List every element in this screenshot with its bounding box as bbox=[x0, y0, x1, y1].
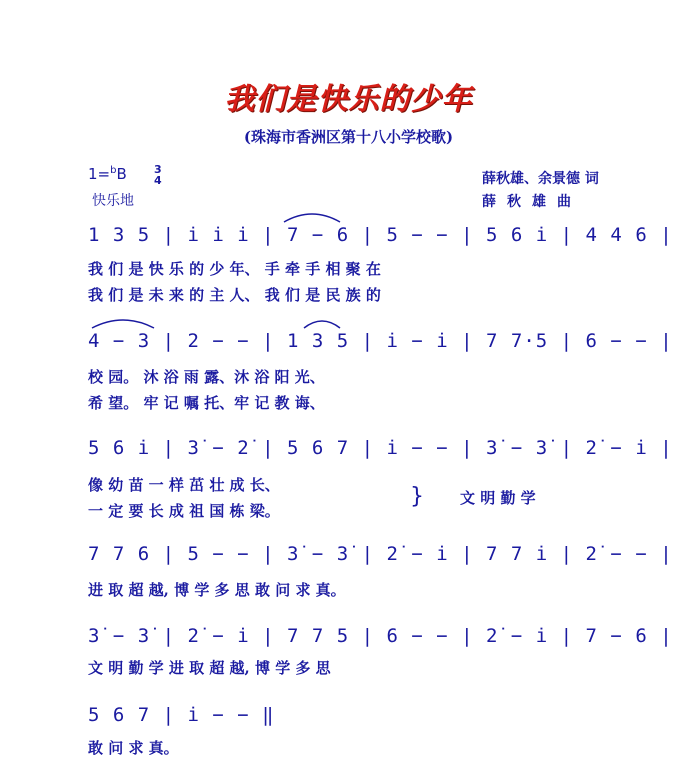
notation-line-2: 4 − 3 | 2 − − | 1 3 5 | i̇ − i̇ | 7 7·5 | 6 − − | bbox=[88, 330, 673, 352]
lyric-line-1-verse-1: 我 们 是 快 乐 的 少 年、 手 牵 手 相 聚 在 bbox=[88, 260, 381, 278]
song-title: 我们是快乐的少年 bbox=[224, 82, 473, 117]
time-top: 3 bbox=[154, 163, 162, 176]
notation-line-6: 5 6 7 | i̇ − − ‖ bbox=[88, 704, 275, 726]
tempo-marking: 快乐地 bbox=[92, 193, 134, 209]
repeat-brace: } bbox=[410, 484, 424, 509]
lyric-line-6: 敢 问 求 真。 bbox=[88, 739, 179, 757]
key-signature bbox=[88, 165, 127, 183]
notation-line-5: 3̇ − 3̇ | 2̇ − i̇ | 7 7 5 | 6 − − | 2̇ − i̇ | 7 − 6 | bbox=[88, 625, 673, 647]
notation-line-1: 1 3 5 | i̇ i̇ i̇ | 7 − 6 | 5 − − | 5 6 i̇ | 4 4 6 | bbox=[88, 224, 673, 246]
slur-line-1 bbox=[282, 210, 342, 224]
slur-line-2b bbox=[302, 316, 342, 330]
time-signature bbox=[154, 164, 162, 186]
flat-sign: b bbox=[110, 165, 117, 176]
lyric-line-2-verse-2: 希 望。 牢 记 嘱 托、牢 记 教 诲、 bbox=[88, 394, 325, 412]
lyric-line-4: 进 取 超 越, 博 学 多 思 敢 问 求 真。 bbox=[88, 581, 346, 599]
lyric-line-3-refrain: 文 明 勤 学 bbox=[460, 489, 536, 507]
lyric-line-3-verse-2: 一 定 要 长 成 祖 国 栋 梁。 bbox=[88, 502, 280, 520]
slur-line-2a bbox=[90, 316, 156, 330]
lyric-line-3-verse-1: 像 幼 苗 一 样 茁 壮 成 长、 bbox=[88, 476, 280, 494]
lyricist-credit: 薛秋雄、余景德 词 bbox=[482, 171, 599, 187]
song-subtitle: (珠海市香洲区第十八小学校歌) bbox=[243, 128, 454, 146]
notation-line-4: 7 7 6 | 5 − − | 3̇ − 3̇ | 2̇ − i̇ | 7 7 i̇ | 2̇ − − | bbox=[88, 543, 673, 565]
lyric-line-5: 文 明 勤 学 进 取 超 越, 博 学 多 思 bbox=[88, 659, 331, 677]
composer-credit: 薛秋雄曲 bbox=[482, 194, 582, 210]
key-label: 1= bbox=[88, 165, 111, 183]
key-note: B bbox=[116, 165, 127, 183]
time-bottom: 4 bbox=[154, 174, 162, 187]
lyric-line-1-verse-2: 我 们 是 未 来 的 主 人、 我 们 是 民 族 的 bbox=[88, 286, 381, 304]
lyric-line-2-verse-1: 校 园。 沐 浴 雨 露、沐 浴 阳 光、 bbox=[88, 368, 325, 386]
notation-line-3: 5 6 i̇ | 3̇ − 2̇ | 5 6 7 | i̇ − − | 3̇ − 3̇ | 2̇ − i̇ | bbox=[88, 437, 673, 459]
